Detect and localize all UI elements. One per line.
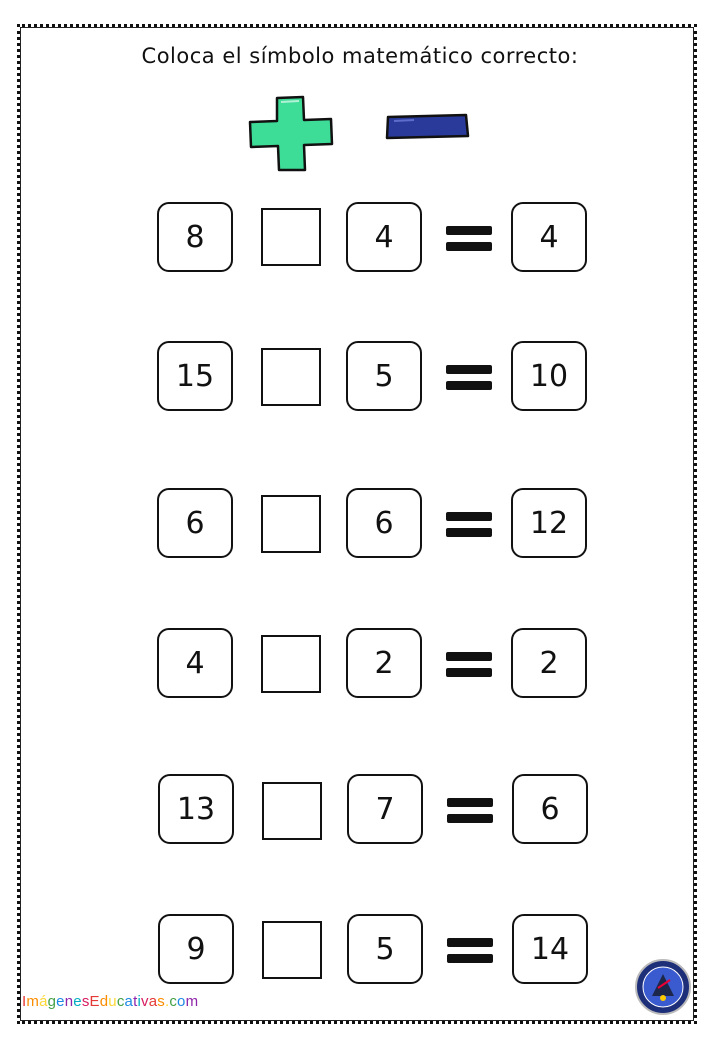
second-number: 5 [346, 341, 422, 411]
seal-icon [634, 958, 692, 1016]
answer-box[interactable] [262, 921, 322, 979]
answer-box[interactable] [262, 782, 322, 840]
first-number: 13 [158, 774, 234, 844]
answer-box[interactable] [261, 495, 321, 553]
exercise-row [0, 774, 720, 848]
first-number: 6 [157, 488, 233, 558]
equals-sign [446, 226, 492, 252]
exercise-row [0, 202, 720, 276]
second-number: 5 [347, 914, 423, 984]
result-number: 14 [512, 914, 588, 984]
exercise-row [0, 628, 720, 702]
first-number: 15 [157, 341, 233, 411]
equals-sign [447, 798, 493, 824]
result-number: 6 [512, 774, 588, 844]
answer-box[interactable] [261, 208, 321, 266]
result-number: 10 [511, 341, 587, 411]
plus-icon [247, 94, 335, 172]
site-logo: ImágenesEducativas.com [22, 993, 199, 1010]
minus-icon [384, 112, 470, 140]
second-number: 2 [346, 628, 422, 698]
result-number: 2 [511, 628, 587, 698]
second-number: 6 [346, 488, 422, 558]
answer-box[interactable] [261, 635, 321, 693]
equals-sign [446, 365, 492, 391]
first-number: 4 [157, 628, 233, 698]
equals-sign [446, 512, 492, 538]
equals-sign [446, 652, 492, 678]
result-number: 12 [511, 488, 587, 558]
second-number: 4 [346, 202, 422, 272]
second-number: 7 [347, 774, 423, 844]
result-number: 4 [511, 202, 587, 272]
symbol-legend [0, 94, 720, 174]
exercise-row [0, 341, 720, 415]
first-number: 8 [157, 202, 233, 272]
equals-sign [447, 938, 493, 964]
instruction-title: Coloca el símbolo matemático correcto: [141, 44, 579, 68]
exercise-row [0, 914, 720, 988]
exercise-row [0, 488, 720, 562]
first-number: 9 [158, 914, 234, 984]
answer-box[interactable] [261, 348, 321, 406]
